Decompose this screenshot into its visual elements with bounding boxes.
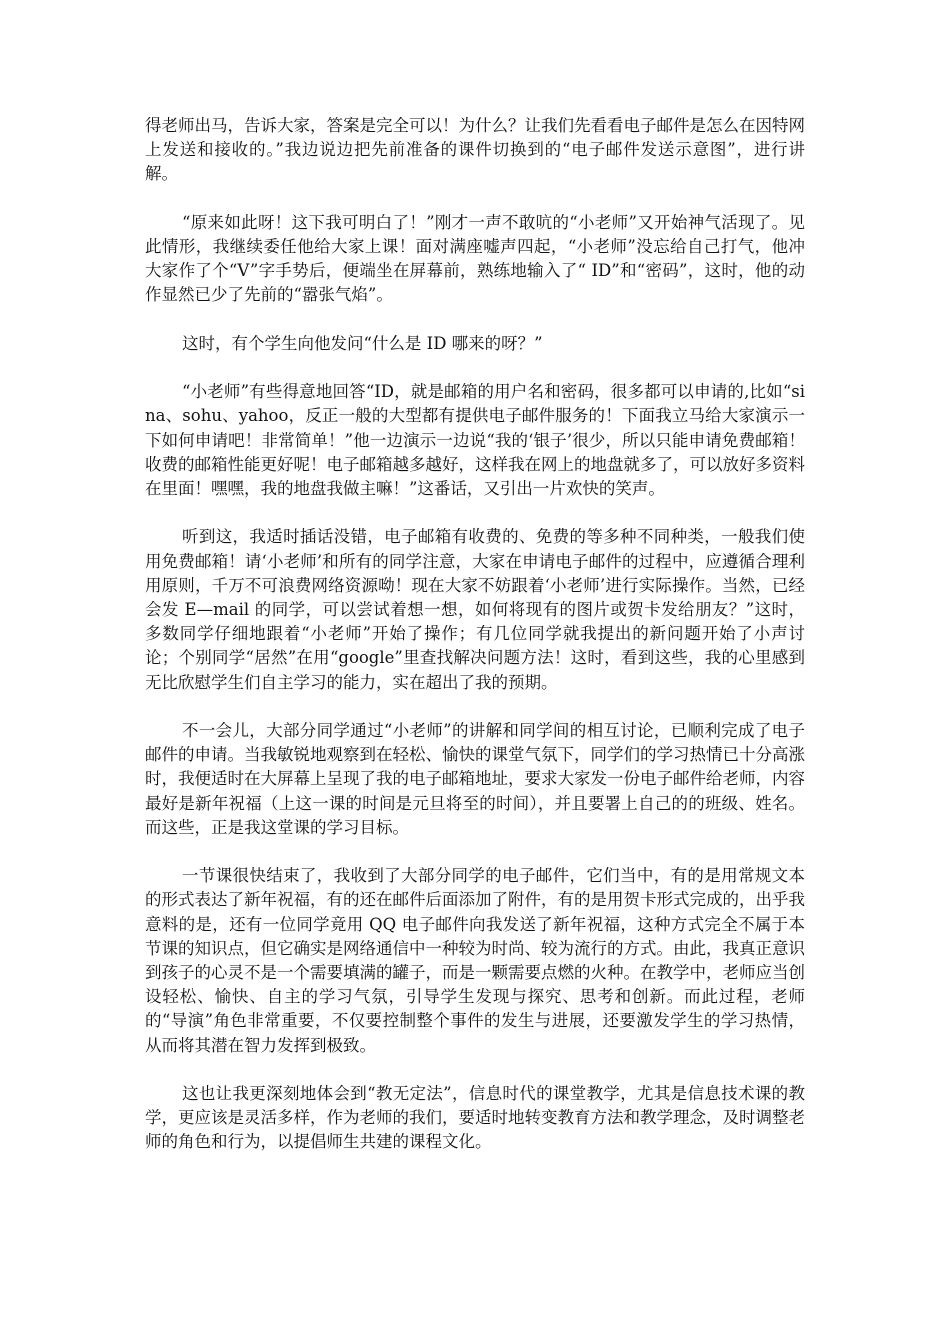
paragraph-8: 这也让我更深刻地体会到“教无定法”，信息时代的课堂教学，尤其是信息技术课的教学，更应该是灵活多样，作为老师的我们，要适时地转变教育方法和教学理念，及时调整老师的角色和行为，以提倡师生共建的课程文化。 <box>145 1084 805 1152</box>
paragraph-6: 不一会儿，大部分同学通过“小老师”的讲解和同学间的相互讨论，已顺利完成了电子邮件的申请。当我敏锐地观察到在轻松、愉快的课堂气氛下，同学们的学习热情已十分高涨时，我便适时在大屏幕上呈现了我的电子邮箱地址，要求大家发一份电子邮件给老师，内容最好是新年祝福（上这一课的时间是元旦将至的时间），并且要署上自己的的班级、姓名。而这些，正是我这堂课的学习目标。 <box>145 721 805 837</box>
paragraph-4: “小老师”有些得意地回答“ID，就是邮箱的用户名和密码，很多都可以申请的,比如“sina、sohu、yahoo，反正一般的大型都有提供电子邮件服务的！下面我立马给大家演示一下如何申请吧！非常简单！”他一边演示一边说“我的‘银子’很少，所以只能申请免费邮箱！收费的邮箱性能更好呢！电子邮箱越多越好，这样我在网上的地盘就多了，可以放好多资料在里面！嘿嘿，我的地盘我做主嘛！”这番话，又引出一片欢快的笑声。 <box>145 382 805 498</box>
paragraph-3: 这时，有个学生向他发问“什么是 ID 哪来的呀？” <box>182 333 543 353</box>
paragraph-1: 得老师出马，告诉大家，答案是完全可以！为什么？让我们先看看电子邮件是怎么在因特网上发送和接收的。”我边说边把先前准备的课件切换到的“电子邮件发送示意图”，进行讲解。 <box>145 116 805 184</box>
paragraph-7: 一节课很快结束了，我收到了大部分同学的电子邮件，它们当中，有的是用常规文本的形式表达了新年祝福，有的还在邮件后面添加了附件，有的是用贺卡形式完成的，出乎我意料的是，还有一位同学竟用 QQ 电子邮件向我发送了新年祝福，这种方式完全不属于本节课的知识点，但它确实是网络通信中一种较为时尚、较为流行的方式。由此，我真正意识到孩子的心灵不是一个需要填满的罐子，而是一颗需要点燃的火种。在教学中，老师应当创设轻松、愉快、自主的学习气氛，引导学生发现与探究、思考和创新。而此过程，老师的“导演”角色非常重要，不仅要控制整个事件的发生与进展，还要激发学生的学习热情，从而将其潜在智力发挥到极致。 <box>145 866 805 1055</box>
paragraph-5: 听到这，我适时插话没错，电子邮箱有收费的、免费的等多种不同种类，一般我们使用免费邮箱！请‘小老师’和所有的同学注意，大家在申请电子邮件的过程中，应遵循合理利用原则，千万不可浪费网络资源呦！现在大家不妨跟着‘小老师’进行实际操作。当然，已经会发 E—mail 的同学，可以尝试着想一想，如何将现有的图片或贺卡发给朋友？”这时，多数同学仔细地跟着“小老师”开始了操作；有几位同学就我提出的新问题开始了小声讨论；个别同学“居然”在用“google”里查找解决问题方法！这时，看到这些，我的心里感到无比欣慰学生们自主学习的能力，实在超出了我的预期。 <box>145 527 805 692</box>
paragraph-2: “原来如此呀！这下我可明白了！”刚才一声不敢吭的“小老师”又开始神气活现了。见此情形，我继续委任他给大家上课！面对满座嘘声四起，“小老师”没忘给自己打气，他冲大家作了个“V”字手势后，便端坐在屏幕前，熟练地输入了“ ID”和“密码”，这时，他的动作显然已少了先前的“嚣张气焰”。 <box>145 212 805 305</box>
document-body <box>145 114 805 1179</box>
